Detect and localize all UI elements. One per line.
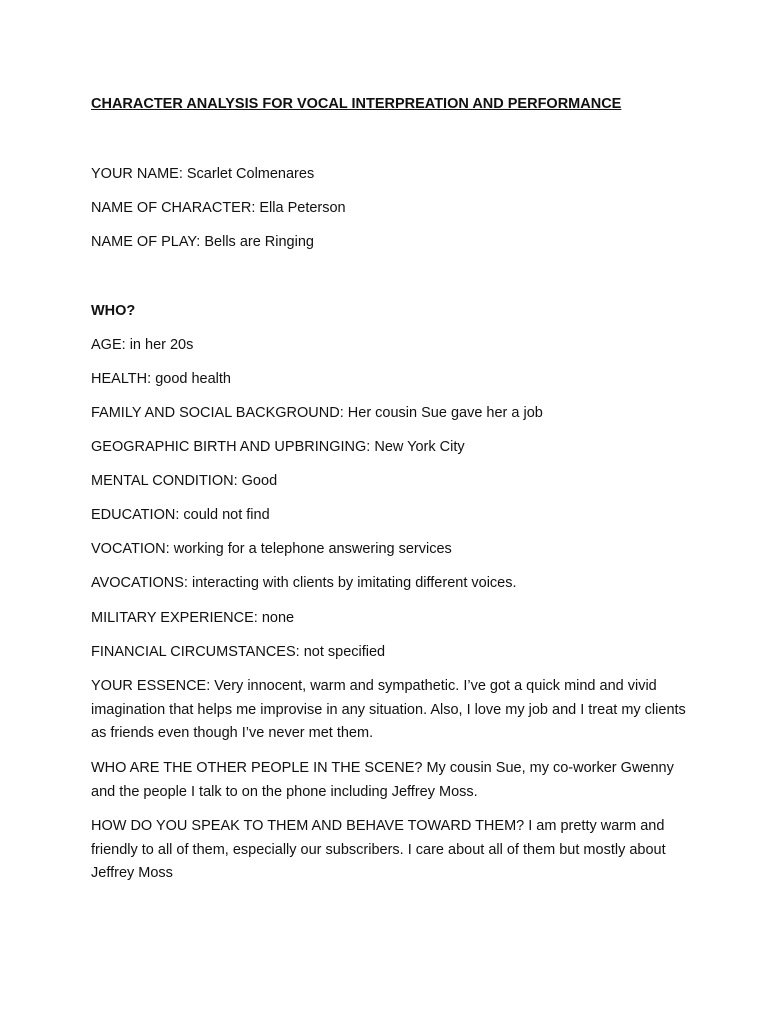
field-birth-upbringing: [91, 438, 465, 456]
paragraph-label: WHO ARE THE OTHER PEOPLE IN THE SCENE?: [91, 760, 423, 776]
field-label: MENTAL CONDITION:: [91, 473, 238, 489]
field-value: Bells are Ringing: [204, 234, 314, 250]
field-value: Ella Peterson: [259, 200, 346, 216]
field-military-experience: [91, 609, 294, 627]
field-family-background: [91, 404, 543, 422]
paragraph-label: YOUR ESSENCE:: [91, 678, 211, 694]
field-label: AGE:: [91, 337, 126, 353]
field-label: GEOGRAPHIC BIRTH AND UPBRINGING:: [91, 439, 371, 455]
field-value: not specified: [303, 644, 386, 660]
document-title: CHARACTER ANALYSIS FOR VOCAL INTERPREATION AND PERFORMANCE: [91, 96, 622, 112]
field-value: Good: [241, 473, 278, 489]
field-label: HEALTH:: [91, 371, 152, 387]
field-label: MILITARY EXPERIENCE:: [91, 610, 258, 626]
field-mental-condition: [91, 472, 277, 490]
paragraph-other-people: [91, 757, 691, 804]
field-play-name: [91, 233, 314, 251]
field-vocation: [91, 540, 452, 558]
field-label: NAME OF PLAY:: [91, 234, 201, 250]
field-health: [91, 370, 231, 388]
field-financial-circumstances: [91, 643, 385, 661]
field-label: YOUR NAME:: [91, 166, 183, 182]
field-label: VOCATION:: [91, 541, 170, 557]
field-value: Her cousin Sue gave her a job: [347, 405, 543, 421]
field-value: could not find: [183, 507, 270, 523]
field-value: New York City: [374, 439, 465, 455]
field-character-name: [91, 199, 346, 217]
field-label: EDUCATION:: [91, 507, 180, 523]
field-value: in her 20s: [129, 337, 194, 353]
paragraph-text: My cousin Sue, my co-worker Gwenny and the people I talk to on the phone including Jeffrey Moss.: [91, 760, 674, 800]
field-value: good health: [155, 371, 231, 387]
field-avocations: [91, 574, 517, 592]
field-value: Scarlet Colmenares: [186, 166, 315, 182]
paragraph-label: HOW DO YOU SPEAK TO THEM AND BEHAVE TOWARD THEM?: [91, 818, 525, 834]
field-value: none: [261, 610, 295, 626]
field-value: interacting with clients by imitating different voices.: [191, 575, 517, 591]
paragraph-essence: [91, 675, 691, 746]
field-label: FINANCIAL CIRCUMSTANCES:: [91, 644, 300, 660]
field-age: [91, 336, 193, 354]
section-heading-who: WHO?: [91, 303, 136, 319]
field-value: working for a telephone answering services: [173, 541, 452, 557]
field-label: NAME OF CHARACTER:: [91, 200, 256, 216]
field-your-name: [91, 165, 314, 183]
paragraph-text: Very innocent, warm and sympathetic. I’ve got a quick mind and vivid imagination that helps me improvise in any situation. Also, I love my job and I treat my clients as friends even though I’ve never met them.: [91, 678, 686, 741]
field-label: AVOCATIONS:: [91, 575, 188, 591]
field-label: FAMILY AND SOCIAL BACKGROUND:: [91, 405, 344, 421]
field-education: [91, 506, 270, 524]
paragraph-speak-behave: [91, 815, 691, 886]
paragraph-text: I am pretty warm and friendly to all of them, especially our subscribers. I care about all of them but mostly about Jeffrey Moss: [91, 818, 666, 881]
